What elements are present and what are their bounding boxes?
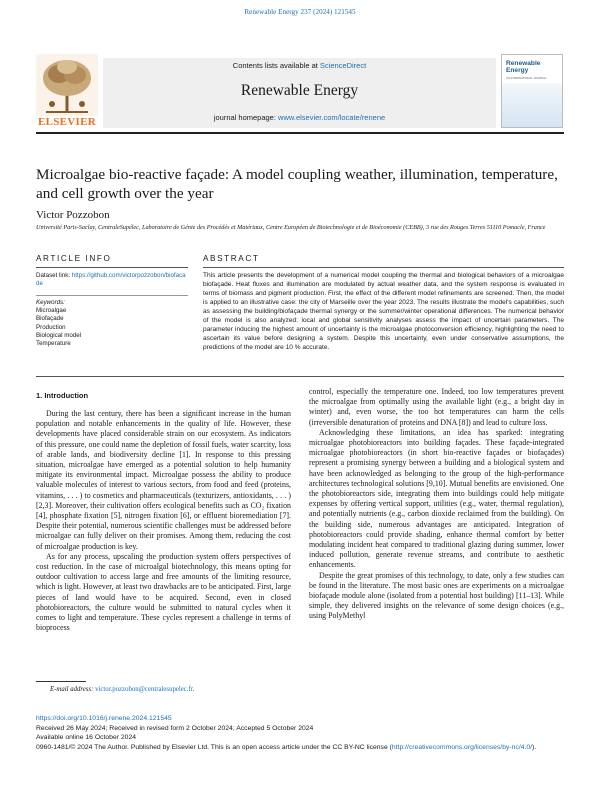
email-suffix: . — [192, 686, 195, 693]
cover-subtitle: AN INTERNATIONAL JOURNAL — [506, 76, 547, 80]
email-footnote — [50, 686, 194, 693]
keyword-item: Microalgae — [36, 307, 67, 315]
abstract-heading: ABSTRACT — [203, 254, 260, 263]
journal-cover-thumbnail[interactable] — [501, 54, 563, 128]
homepage-prefix: journal homepage: — [213, 113, 279, 122]
sciencedirect-link[interactable]: ScienceDirect — [319, 61, 367, 70]
dataset-line — [36, 272, 188, 288]
article-title: Microalgae bio-reactive façade: A model coupling weather, illumination, temperature, and cell growth over the year — [36, 166, 558, 202]
license-link[interactable]: http://creativecommons.org/licenses/by-nc/4.0/ — [391, 743, 533, 751]
journal-name: Renewable Energy — [240, 82, 359, 99]
keyword-item: Biofaçade — [36, 315, 64, 323]
body-column-left — [36, 409, 291, 633]
abstract-rule — [203, 267, 564, 268]
keyword-item: Temperature — [36, 340, 71, 348]
author-affiliation: Université Paris-Saclay, CentraleSupélec, Laboratoire de Génie des Procédés et Matériaux, Centre Européen de Biotechnologie et de Bioéconomie (CEBB), 3 rue des Rouges Terres 51110 Pomacle, France — [36, 224, 546, 231]
available-online: Available online 16 October 2024 — [36, 734, 137, 742]
keyword-item: Biological model — [36, 331, 82, 339]
journal-citation[interactable]: Renewable Energy 237 (2024) 121545 — [244, 8, 356, 16]
contents-line — [103, 61, 496, 70]
elsevier-tree-icon — [36, 54, 98, 116]
email-link[interactable]: victor.pozzobon@centralesupelec.fr — [95, 686, 193, 693]
article-info-rule — [36, 267, 188, 268]
body-paragraph: Acknowledging these limitations, an idea has sparked: integrating microalgae photobioreactors into building façades. These façade-integrated microalgae photobioreactors (in short bio-reactive façades or biofaçades) represent a promising synergy between a building and a biological system and have been acknowledged as belonging to the group of the high-performance architectures technological solutions [9,10]. Mutual benefits are envisioned. One the photobioreactors side, integrating them into buildings could help mitigate expenses by offering vertical support, utilities (e.g., water, thermal regulation), and potentially nutrients (e.g., carbon dioxide reclaimed from the building). On the building side, numerous advantages are anticipated. Integration of photobioreactors could provide shading, enhance thermal comfort by better modulating incident heat compared to traditional glazing during summer, lower induced pollution, generate revenue streams, and contribute to aesthetic enhancements. — [309, 427, 564, 570]
email-label: E-mail address: — [50, 686, 94, 693]
elsevier-logo — [36, 54, 98, 128]
copyright-end: ). — [532, 743, 537, 751]
doi-link[interactable]: https://doi.org/10.1016/j.renene.2024.121545 — [36, 715, 172, 722]
copyright-line — [36, 743, 564, 753]
article-author[interactable]: Victor Pozzobon — [36, 209, 110, 221]
footnote-rule — [36, 681, 86, 682]
copyright-text: 0960-1481/© 2024 The Author. Published by Elsevier Ltd. This is an open access article under the CC BY-NC license ( — [36, 743, 392, 751]
body-paragraph: control, especially the temperature one. Indeed, too low temperatures prevent the microalgae from optimally using the available light (e.g., a bright day in winter) and, even worse, the too hot temperatures can harm the cells (irreversible denaturation of proteins and DNA [8]) and lead to culture loss. — [309, 387, 564, 427]
body-paragraph: During the last century, there has been a significant increase in the human population and notable enhancements in the quality of life. However, these developments have placed considerable strain on our ecosystem. As indicators of this pressure, one could name the depletion of fossil fuels, water scarcity, loss of arable lands, and biodiversity decline [1]. In response to this pressing situation, microalgae have emerged as a potential solution to help humanity mitigate its environmental impact. Microalgae possess the ability to produce valuable molecules of interest to various sectors, from food and feed (proteins, vitamins, . . . ) to cosmetics and pharmaceuticals (texturizers, antioxidants, . . . ) [2,3]. Moreover, their cultivation offers ecological benefits such as CO₂ fixation [4], phosphate fixation [5], nitrogen fixation [6], or effluent bioremediation [7]. Despite their potential, numerous scientific challenges must be addressed before microalgae can fully deliver on their promises. Among them, reducing the cost of microalgae production is key. — [36, 409, 291, 551]
keywords-label: Keywords: — [36, 299, 65, 306]
article-info-heading: ARTICLE INFO — [36, 254, 112, 263]
contents-prefix: Contents lists available at — [232, 61, 320, 70]
received-dates: Received 26 May 2024; Received in revised form 2 October 2024; Accepted 5 October 2024 — [36, 724, 314, 732]
keywords-block — [36, 299, 188, 348]
dataset-link[interactable]: https://github.com/victorpozzobon/biofacade — [36, 272, 186, 288]
elsevier-wordmark: ELSEVIER — [37, 116, 97, 128]
cover-title — [506, 60, 562, 74]
homepage-link[interactable]: www.elsevier.com/locate/renene — [278, 113, 386, 122]
body-column-right — [309, 387, 564, 622]
cover-title-line-1: Renewable — [506, 60, 541, 67]
abstract-bottom-rule — [36, 376, 564, 377]
abstract-text: This article presents the development of a numerical model coupling the thermal and biological behaviors of a microalgae biofaçade. Heat fluxes and illumination are modulated by actual weather data, and the system response is evaluated in terms of biomass and pigment production. First, the effect of the different model refinements are screened. Then, the model is applied to an illustrative case: the city of Marseille over the year 2023. The results illustrate the model's capabilities, such as assessing the building/biofaçade thermal synergy or the summer/winter operational differences. The numerical behavior of the model is also analyzed: local and global sensitivity analyses assess the impact of uncertain parameters. The parameter inducing the highest amount of uncertainty is the microalgae photoconversion efficiency, highlighting the need to ascertain its value before designing a system. Despite this uncertainty, even under conservative assumptions, the predictions of the model are 10 % accurate. — [203, 272, 564, 352]
header-rule — [36, 132, 564, 134]
keyword-item: Production — [36, 323, 66, 331]
section-heading-introduction: 1. Introduction — [36, 391, 89, 400]
body-paragraph: Despite the great promises of this technology, to date, only a few studies can be found in the literature. The most basic ones are experiments on a microalgae biofaçade module alone (isolated from a potential host building) [11–13]. While simple, they delivered insights on the relevance of some design choices (e.g., using PolyMethyl — [309, 570, 564, 621]
body-paragraph: As for any process, upscaling the production system offers perspectives of cost reduction. In the case of microalgal biotechnology, this means opting for outdoor cultivation to access large and free amounts of the limiting resource, which is light. However, at least two drawbacks are to be anticipated. First, large pieces of land would have to be acquired. Second, even in closed photobioreactors, the culture would be submitted to natural cycles when it comes to light and temperature. These cycles represent a challenge in terms of bioprocess — [36, 551, 291, 633]
dataset-label: Dataset link: — [36, 272, 72, 279]
cover-title-line-2: Energy — [506, 67, 529, 74]
cover-artwork — [502, 83, 562, 127]
journal-homepage-line — [103, 113, 496, 122]
article-info-divider — [36, 295, 188, 296]
publication-footer — [36, 714, 564, 752]
